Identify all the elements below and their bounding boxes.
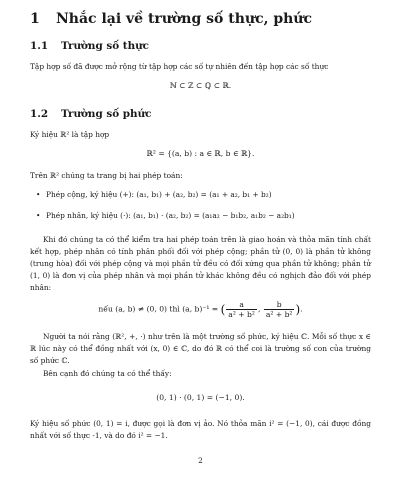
- paragraph: Trên ℝ² chúng ta trang bị hai phép toán:: [30, 171, 183, 180]
- paragraph: Ký hiệu ℝ² là tập hợp: [30, 130, 110, 139]
- paren-close: ): [295, 302, 301, 317]
- fraction-denominator: a² + b²: [265, 310, 293, 319]
- fraction: [226, 300, 257, 319]
- fraction: [264, 300, 295, 319]
- paragraph: Tập hợp số đã được mở rộng từ tập hợp các số tự nhiên đến tập hợp các số thực: [30, 62, 329, 71]
- paragraph: Người ta nói rằng (ℝ², +, ·) như trên là một trường số phức, ký hiệu ℂ. Mỗi số thực x ∈ ℝ lúc này có thể đồng nhất với (x, 0) ∈ ℂ, do đó ℝ có thể coi là trường số con của trường số phức ℂ.: [30, 332, 371, 365]
- bullet-icon: •: [36, 190, 41, 199]
- formula: nếu (a, b) ≠ (0, 0) thì (a, b)⁻¹ = ( $\frac{a}{\text{a² + b²}}$ , $\frac{b}{\text{a² + b²}}$ ).: [98, 300, 303, 319]
- formula-prefix: nếu (a, b) ≠ (0, 0) thì (a, b)⁻¹ =: [98, 304, 219, 314]
- paragraph: Bên cạnh đó chúng ta có thể thấy:: [43, 369, 172, 378]
- fraction-denominator: a² + b²: [228, 310, 255, 319]
- subsection-title: Trường số phức: [61, 108, 152, 120]
- list-item: [36, 211, 295, 220]
- list-item: [36, 190, 272, 199]
- subsection-number: 1.1: [30, 40, 49, 52]
- section-title: Nhắc lại về trường số thực, phức: [56, 11, 313, 27]
- subsection-title: Trường số thực: [61, 40, 150, 52]
- formula: (0, 1) · (0, 1) = (−1, 0).: [156, 393, 245, 402]
- list-item-text: Phép nhân, ký hiệu (·): (a₁, b₁) · (a₂, b₂) = (a₁a₂ − b₁b₂, a₁b₂ − a₂b₁): [46, 211, 295, 220]
- subsection-heading: [30, 108, 377, 120]
- formula: ℝ² = {(a, b) : a ∈ ℝ, b ∈ ℝ}.: [146, 149, 255, 158]
- subsection-number: 1.2: [30, 108, 49, 120]
- paragraph: Ký hiệu số phức (0, 1) = i, được gọi là đơn vị ảo. Nó thỏa mãn i² = (−1, 0), cái được đồng nhất với số thực -1, và do đó i² = −1.: [30, 419, 371, 440]
- formula-comma: ,: [257, 304, 261, 314]
- list-item-text: Phép cộng, ký hiệu (+): (a₁, b₁) + (a₂, b₂) = (a₁ + a₂, b₁ + b₂): [46, 190, 272, 199]
- formula: ℕ ⊂ ℤ ⊂ ℚ ⊂ ℝ.: [169, 81, 232, 90]
- section-heading: [30, 11, 377, 27]
- page-number: 2: [198, 456, 203, 465]
- bullet-icon: •: [36, 211, 41, 220]
- fraction-numerator: b: [276, 300, 282, 309]
- paren-open: (: [220, 302, 226, 317]
- subsection-heading: [30, 40, 377, 52]
- fraction-numerator: a: [239, 300, 244, 309]
- section-number: 1: [30, 11, 40, 27]
- paragraph: Khi đó chúng ta có thể kiểm tra hai phép toán trên là giao hoán và thỏa mãn tính chất kết hợp, phép nhân có tính phân phối đối với phép cộng; phần tử (0, 0) là phần tử không (trung hòa) đối với phép cộng và mọi phần tử đều có đối xứng qua phần tử không; phần tử (1, 0) là đơn vị của phép nhân và mọi phần tử khác không đều có nghịch đảo đối với phép nhân:: [30, 235, 371, 292]
